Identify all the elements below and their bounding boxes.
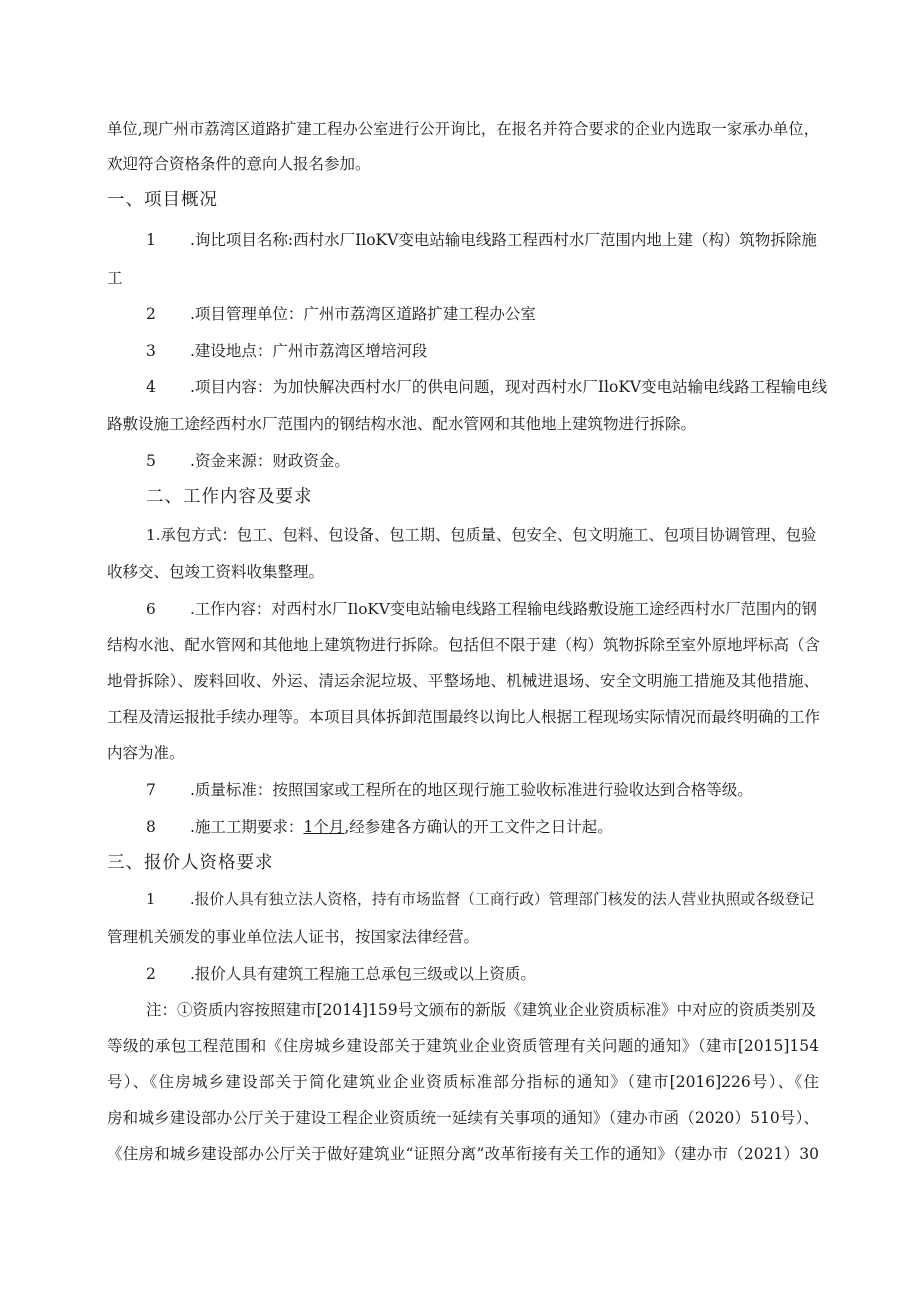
s1-item-4-number: 4 <box>146 378 156 396</box>
s3-item-1-line-1 <box>146 889 819 911</box>
s3-note-line-4: 房和城乡建设部办公厅关于建设工程企业资质统一延续有关事项的通知》（建办市函（2020）510号）、 <box>107 1109 819 1127</box>
s3-item-1-line-2: 管理机关颁发的事业单位法人证书，按国家法律经营。 <box>107 928 480 946</box>
section-2-heading: 二、工作内容及要求 <box>146 487 313 507</box>
s1-item-2-number: 2 <box>146 305 156 323</box>
s3-item-1-number: 1 <box>146 891 156 908</box>
s1-item-2-text: .项目管理单位：广州市荔湾区道路扩建工程办公室 <box>190 305 536 323</box>
s1-item-4-line-2: 路敷设施工途经西村水厂范围内的钢结构水池、配水管网和其他地上建筑物进行拆除。 <box>107 415 697 433</box>
s1-item-3 <box>146 340 427 362</box>
s2-item-8-number: 8 <box>146 818 156 836</box>
s3-note-line-3: 号）、《住房城乡建设部关于简化建筑业企业资质标准部分指标的通知》（建市[2016]226号）、《住 <box>107 1073 819 1091</box>
intro-line-1: 单位,现广州市荔湾区道路扩建工程办公室进行公开询比，在报名并符合要求的企业内选取一家承办单位， <box>107 120 819 138</box>
s2-item-6-number: 6 <box>146 600 156 618</box>
s1-item-1-text: .询比项目名称:西村水厂IloKV变电站输电线路工程西村水厂范围内地上建（构）筑物拆除施 <box>190 231 817 249</box>
section-1-heading: 一、项目概况 <box>107 190 218 210</box>
intro-line-2: 欢迎符合资格条件的意向人报名参加。 <box>107 155 371 173</box>
s2-item-6-line-3: 地骨拆除）、废料回收、外运、清运余泥垃圾、平整场地、机械进退场、安全文明施工措施及其他措施、 <box>107 672 819 690</box>
s1-item-5 <box>146 450 350 472</box>
s2-item-7-number: 7 <box>146 781 156 799</box>
s1-item-5-text: .资金来源：财政资金。 <box>190 452 350 470</box>
s2-item-8-duration: 1个月 <box>303 818 345 836</box>
s3-note-line-1: 注：①资质内容按照建市[2014]159号文颁布的新版《建筑业企业资质标准》中对应的资质类别及 <box>146 1001 817 1019</box>
s1-item-3-text: .建设地点：广州市荔湾区增培河段 <box>190 342 428 360</box>
s2-item-8-text-before: .施工工期要求： <box>190 818 304 836</box>
s2-item-6-line-4: 工程及清运报批手续办理等。本项目具体拆卸范围最终以询比人根据工程现场实际情况而最终明确的工作 <box>107 708 821 726</box>
section-3-heading: 三、报价人资格要求 <box>107 853 274 873</box>
s2-item-1-line-1: 1.承包方式：包工、包料、包设备、包工期、包质量、包安全、包文明施工、包项目协调管理、包验 <box>146 526 817 544</box>
s2-item-8 <box>146 816 613 838</box>
s3-item-2-text: .报价人具有建筑工程施工总承包三级或以上资质。 <box>190 965 536 983</box>
s1-item-1-number: 1 <box>146 231 156 249</box>
s2-item-7 <box>146 779 753 801</box>
s3-item-2-number: 2 <box>146 965 156 983</box>
s2-item-7-text: .质量标准：按照国家或工程所在的地区现行施工验收标准进行验收达到合格等级。 <box>190 781 753 799</box>
s2-item-6-line-2: 结构水池、配水管网和其他地上建筑物进行拆除。包括但不限于建（构）筑物拆除至室外原地坪标高（含 <box>107 636 821 654</box>
s1-item-4-text: .项目内容：为加快解决西村水厂的供电问题，现对西村水厂IloKV变电站输电线路工程输电线 <box>190 378 828 396</box>
s1-item-4-line-1 <box>146 376 827 398</box>
s3-note-line-2: 等级的承包工程范围和《住房城乡建设部关于建筑业企业资质管理有关问题的通知》（建市[2015]154 <box>107 1037 819 1055</box>
s1-item-3-number: 3 <box>146 342 156 360</box>
s3-item-2 <box>146 963 536 985</box>
s1-item-2 <box>146 303 536 325</box>
s2-item-1-line-2: 收移交、包竣工资料收集整理。 <box>107 563 325 581</box>
s2-item-6-line-5: 内容为准。 <box>107 744 185 762</box>
s1-item-1-line-1 <box>146 229 819 251</box>
s1-item-1-line-2: 工 <box>107 269 123 287</box>
s2-item-8-text-after: ,经参建各方确认的开工文件之日计起。 <box>344 818 613 836</box>
s3-note-line-5: 《住房和城乡建设部办公厅关于做好建筑业“证照分离”改革衔接有关工作的通知》（建办市（2021）30 <box>107 1145 819 1163</box>
s3-item-1-text: .报价人具有独立法人资格，持有市场监督（工商行政）管理部门核发的法人营业执照或各级登记 <box>190 891 815 908</box>
s2-item-6-line-1 <box>146 598 819 620</box>
s1-item-5-number: 5 <box>146 452 156 470</box>
s2-item-6-text: .工作内容：对西村水厂IloKV变电站输电线路工程输电线路敷设施工途经西村水厂范围内的钢 <box>190 600 817 618</box>
